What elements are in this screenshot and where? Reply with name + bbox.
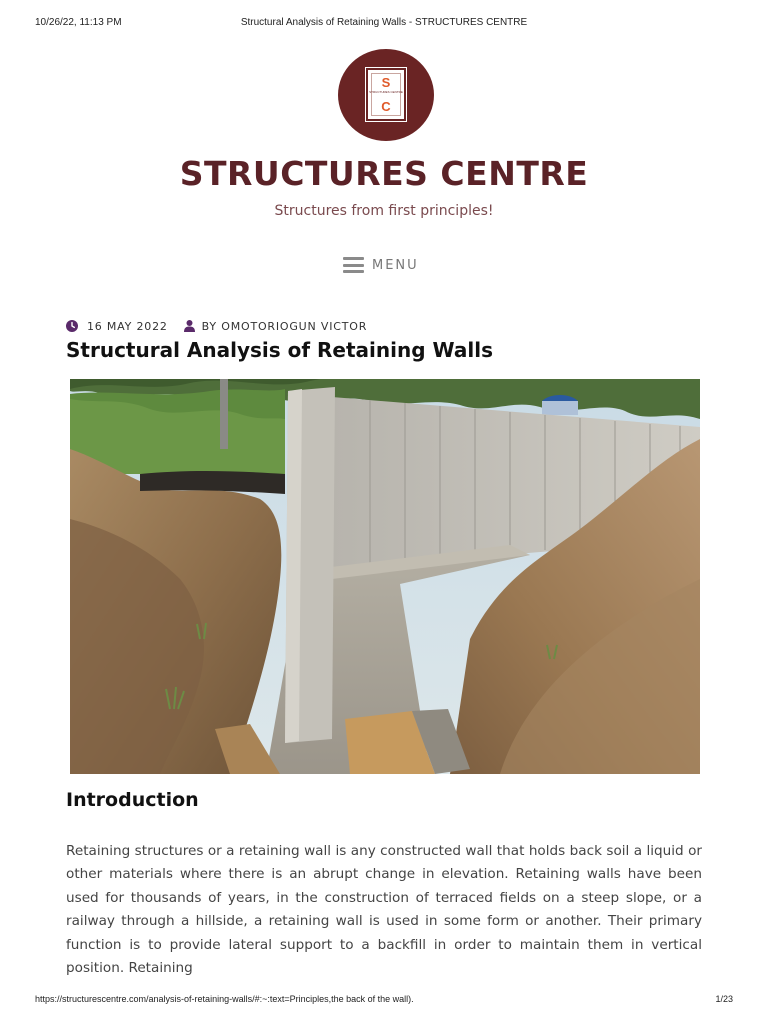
- intro-heading: Introduction: [66, 789, 199, 811]
- user-icon: [184, 320, 195, 332]
- menu-label: MENU: [372, 257, 419, 273]
- post-date[interactable]: 16 MAY 2022: [87, 319, 168, 333]
- print-page-title: Structural Analysis of Retaining Walls - STRUCTURES CENTRE: [240, 17, 528, 28]
- logo-letter-s: S: [381, 75, 391, 90]
- post-title: Structural Analysis of Retaining Walls: [66, 338, 493, 362]
- menu-toggle-button[interactable]: [343, 255, 419, 275]
- intro-paragraph: Retaining structures or a retaining wall is any constructed wall that holds back soil a liquid or other materials where there is an abrupt change in elevation. Retaining walls have been used for thousands of years, in the construction of terraced fields on a steep slope, or a railway through a hillside, a retaining wall is used in some form or another. Their primary function is to provide lateral support to a backfill in order to maintain them in vertical position. Retaining: [66, 843, 702, 977]
- site-tagline: Structures from first principles!: [274, 203, 494, 219]
- retaining-wall-photo: [70, 379, 700, 774]
- site-logo[interactable]: [338, 49, 434, 141]
- logo-card: [366, 68, 406, 121]
- print-page-number: 1/23: [715, 994, 733, 1004]
- hamburger-icon: [343, 257, 364, 273]
- print-datetime: 10/26/22, 11:13 PM: [35, 17, 122, 28]
- post-meta: [66, 319, 367, 333]
- site-title[interactable]: STRUCTURES CENTRE: [179, 154, 589, 193]
- print-url: https://structurescentre.com/analysis-of-retaining-walls/#:~:text=Principles,the back of the wall).: [35, 994, 414, 1004]
- print-footer: [0, 994, 768, 1008]
- clock-icon: [66, 320, 78, 332]
- print-header: [0, 17, 768, 31]
- post-author[interactable]: BY OMOTORIOGUN VICTOR: [201, 319, 368, 333]
- logo-letter-c: C: [381, 99, 391, 114]
- logo-small-text: STRUCTURES CENTRE: [369, 90, 403, 94]
